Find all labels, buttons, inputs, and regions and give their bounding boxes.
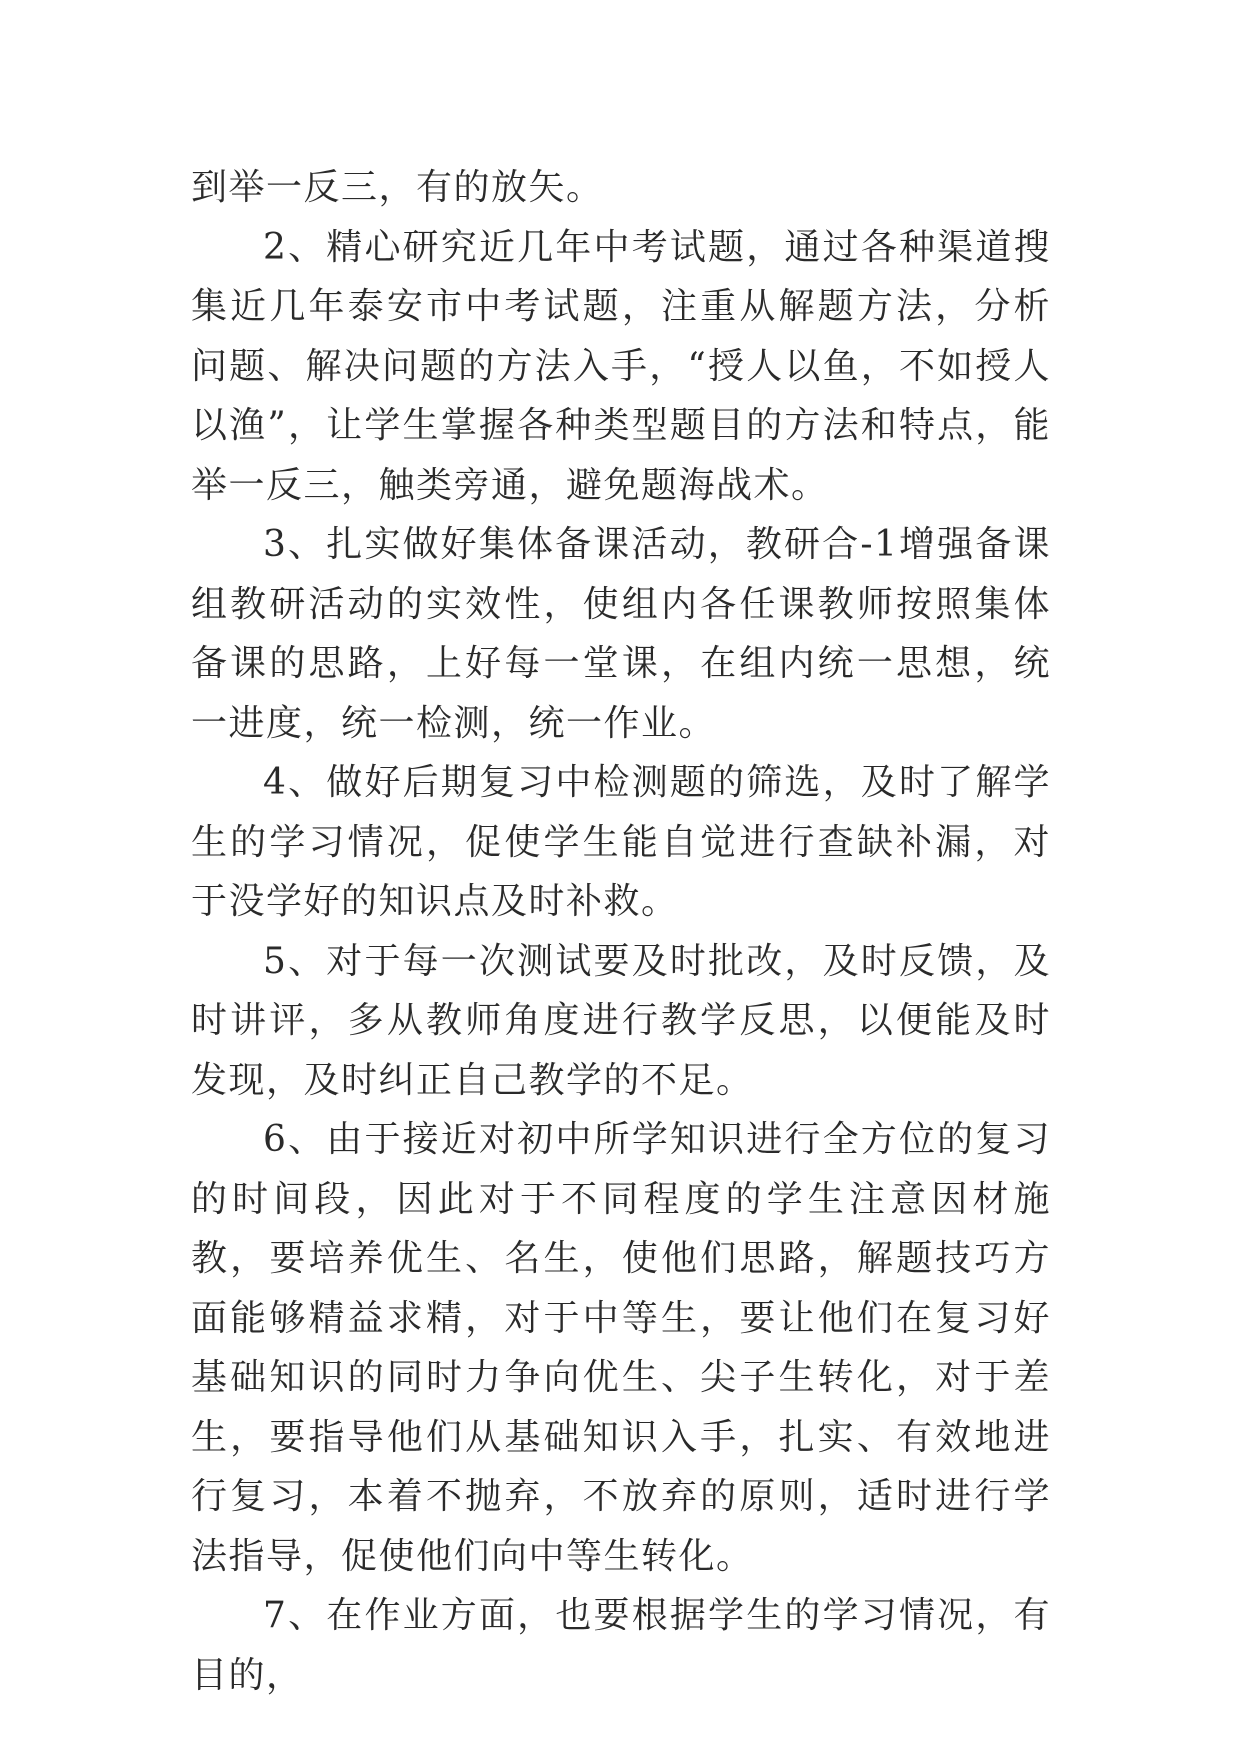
paragraph-item-3: 3、扎实做好集体备课活动，教研合-1增强备课组教研活动的实效性，使组内各任课教师按照集体备课的思路，上好每一堂课，在组内统一思想，统一进度，统一检测，统一作业。 bbox=[191, 524, 1051, 744]
paragraph-continuation: 到举一反三，有的放矢。 bbox=[191, 167, 604, 208]
document-body bbox=[191, 158, 1051, 1705]
paragraph-item-4: 4、做好后期复习中检测题的筛选，及时了解学生的学习情况，促使学生能自觉进行查缺补漏，对于没学好的知识点及时补救。 bbox=[191, 762, 1051, 922]
paragraph-item-7: 7、在作业方面，也要根据学生的学习情况，有目的， bbox=[191, 1595, 1051, 1696]
paragraph-item-5: 5、对于每一次测试要及时批改，及时反馈，及时讲评，多从教师角度进行教学反思，以便能及时发现，及时纠正自己教学的不足。 bbox=[191, 940, 1051, 1101]
paragraph-item-2: 2、精心研究近几年中考试题，通过各种渠道搜集近几年泰安市中考试题，注重从解题方法，分析问题、解决问题的方法入手，“授人以鱼，不如授人以渔”，让学生掌握各种类型题目的方法和特点，能举一反三，触类旁通，避免题海战术。 bbox=[191, 226, 1051, 506]
paragraph-item-6: 6、由于接近对初中所学知识进行全方位的复习的时间段，因此对于不同程度的学生注意因材施教，要培养优生、名生，使他们思路，解题技巧方面能够精益求精，对于中等生，要让他们在复习好基础知识的同时力争向优生、尖子生转化，对于差生，要指导他们从基础知识入手，扎实、有效地进行复习，本着不抛弃，不放弃的原则，适时进行学法指导，促使他们向中等生转化。 bbox=[191, 1119, 1051, 1577]
